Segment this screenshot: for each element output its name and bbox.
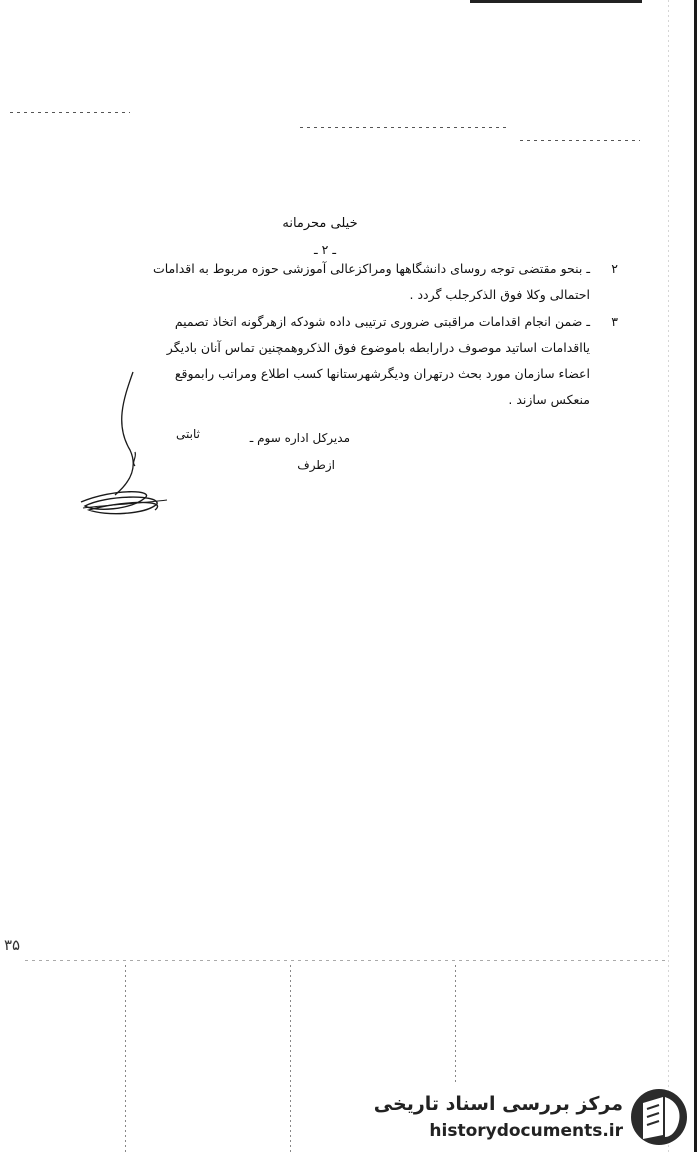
scan-right-edge xyxy=(692,0,700,1152)
scan-artifact-line xyxy=(520,140,640,141)
margin-note xyxy=(4,935,34,965)
scan-artifact-vline xyxy=(455,965,456,1085)
signatory-name: ثابتی xyxy=(176,427,200,441)
on-behalf-label: ازطرف xyxy=(297,458,335,472)
item-line: اعضاء سازمان مورد بحث درتهران ودیگرشهرستانها کسب اطلاع ومراتب رابموقع xyxy=(174,366,590,381)
handwritten-signature xyxy=(75,370,185,520)
scan-artifact-vline xyxy=(125,965,126,1152)
scan-artifact-vline xyxy=(668,0,669,1152)
watermark-url: historydocuments.ir xyxy=(429,1121,623,1141)
item-line: منعکس سازند . xyxy=(508,392,590,407)
page-number: ـ ۲ ـ xyxy=(314,242,336,257)
watermark-logo xyxy=(373,1083,695,1148)
item-line: یااقدامات اساتید موصوف درارابطه باموضوع فوق الذکروهمچنین تماس آنان بادیگر xyxy=(166,340,590,355)
scan-artifact-vline xyxy=(290,965,291,1152)
item-line: احتمالی وکلا فوق الذکرجلب گردد . xyxy=(409,287,590,302)
item-line: ـ بنحو مقتضی توجه روسای دانشگاهها ومراکزعالی آموزشی حوزه مربوط به اقدامات xyxy=(152,261,590,276)
classification-heading: خیلی محرمانه xyxy=(282,216,358,231)
watermark-title: مرکز بررسی اسناد تاریخی xyxy=(373,1093,623,1115)
item-number: ۳ xyxy=(611,314,618,329)
scan-top-border xyxy=(470,0,642,3)
archive-logo-icon xyxy=(629,1087,689,1147)
scan-artifact-line xyxy=(25,960,665,961)
item-number: ۲ xyxy=(611,261,618,276)
item-line: ـ ضمن انجام اقدامات مراقبتی ضروری ترتیبی داده شودکه ازهرگونه اتخاذ تصمیم xyxy=(174,314,590,329)
list-item xyxy=(30,256,618,308)
margin-note-text: ۳۵ xyxy=(4,936,21,954)
scan-artifact-line xyxy=(10,112,130,113)
signatory-role: مدیرکل اداره سوم ـ xyxy=(249,431,350,445)
scan-artifact-line xyxy=(300,127,510,128)
